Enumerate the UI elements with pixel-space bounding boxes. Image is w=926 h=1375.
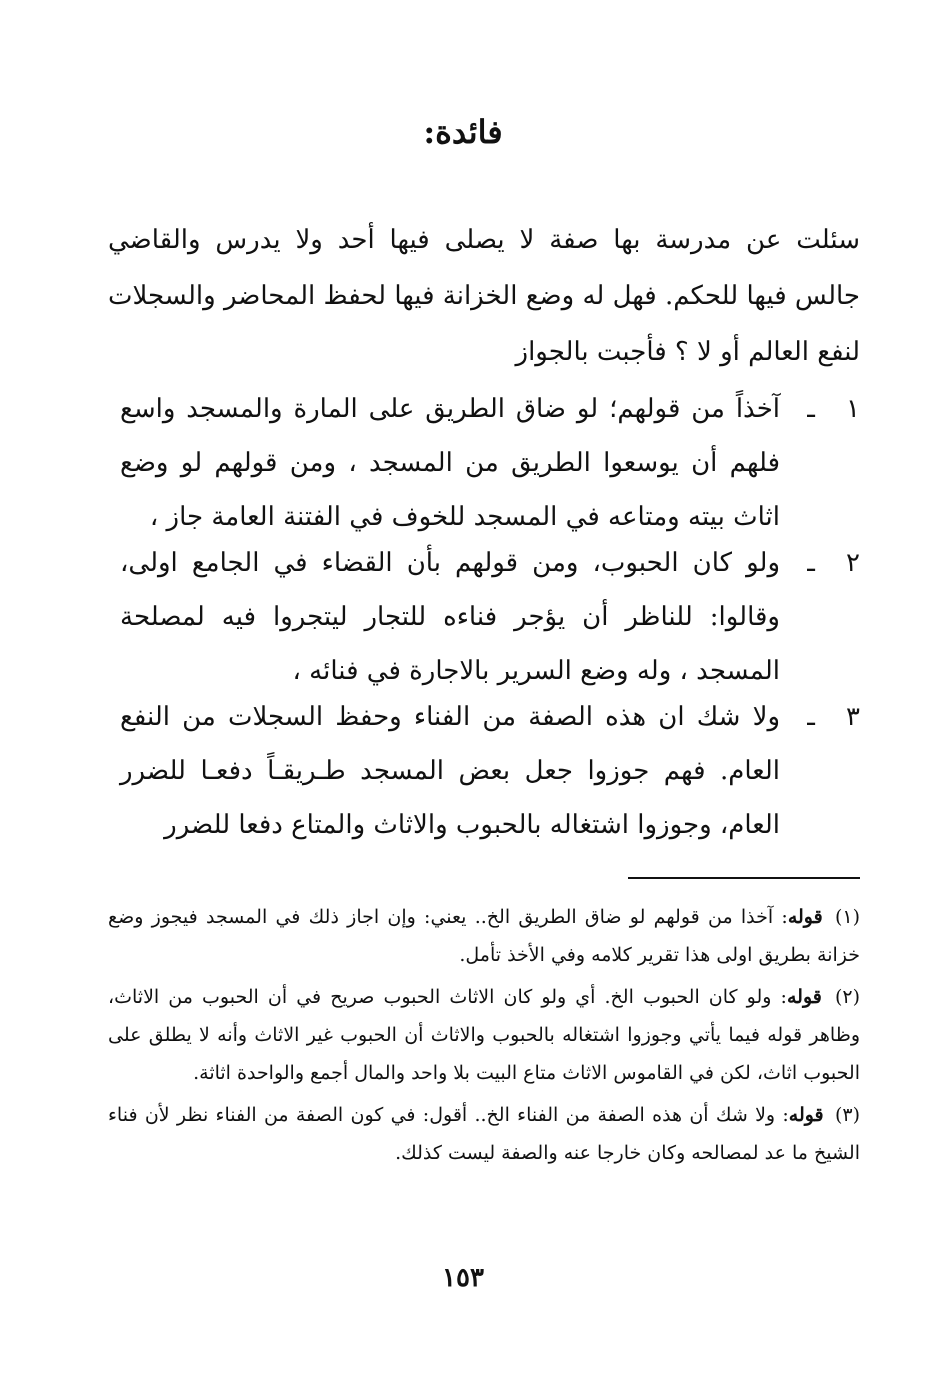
item-number: ٢ xyxy=(846,548,860,578)
item-number: ٣ xyxy=(846,702,860,732)
page-number: ١٥٣ xyxy=(442,1263,484,1293)
footnote-number: (٣) xyxy=(834,1104,860,1126)
footnote-keyword: قوله xyxy=(788,1104,824,1126)
footnote-number: (١) xyxy=(834,906,860,928)
item-number: ١ xyxy=(846,394,860,424)
footnote-keyword: قوله xyxy=(786,986,822,1008)
footnote xyxy=(108,978,860,1092)
numbered-item xyxy=(100,382,860,542)
item-text: ولا شك ان هذه الصفة من الفناء وحفظ السجلات من النفع العام. فهم جوزوا جعل بعض المسجد طـريقـاً دفعـا للضرر العام، وجوزوا اشتغاله بالحبوب والاثاث والمتاع دفعا للضرر xyxy=(120,702,780,840)
footnote-divider xyxy=(628,877,860,879)
section-title: فائدة: xyxy=(423,113,503,151)
footnote xyxy=(108,1096,860,1172)
footnote-text: : ولا شك أن هذه الصفة من الفناء الخ.. أقول: في كون الصفة من الفناء نظر لأن فناء الشيخ ما عد لمصالحه وكان خارجا عنه والصفة ليست كذلك. xyxy=(108,1104,860,1164)
intro-paragraph: سئلت عن مدرسة بها صفة لا يصلى فيها أحد ولا يدرس والقاضي جالس فيها للحكم. فهل له وضع الخزانة فيها لحفظ المحاضر والسجلات لنفع العالم أو لا ؟ فأجبت بالجواز xyxy=(108,225,861,367)
item-dash: ـ xyxy=(807,394,815,424)
numbered-item xyxy=(100,690,860,860)
item-dash: ـ xyxy=(807,702,815,732)
footnote-keyword: قوله xyxy=(787,906,823,928)
footnote-text: : ولو كان الحبوب الخ. أي ولو كان الاثاث الحبوب صريح في أن الحبوب من الاثاث، وظاهر قوله فيما يأتي وجوزوا اشتغاله بالحبوب والاثاث أن الحبوب غير الاثاث وأنه لا يطلق على الحبوب اثاث، لكن في القاموس الاثاث متاع البيت بلا واحد والمال أجمع والواحدة اثاثة. xyxy=(108,986,860,1084)
footnote xyxy=(108,898,860,974)
numbered-item xyxy=(100,536,860,696)
item-dash: ـ xyxy=(807,548,815,578)
item-text: آخذاً من قولهم؛ لو ضاق الطريق على المارة والمسجد واسع فلهم أن يوسعوا الطريق من المسجد ، ومن قولهم لو وضع اثاث بيته ومتاعه في المسجد للخوف في الفتنة العامة جاز ، xyxy=(120,394,780,532)
item-text: ولو كان الحبوب، ومن قولهم بأن القضاء في الجامع اولى، وقالوا: للناظر أن يؤجر فناءه للتجار ليتجروا فيه لمصلحة المسجد ، وله وضع السرير بالاجارة في فنائه ، xyxy=(120,548,780,686)
footnote-number: (٢) xyxy=(834,986,860,1008)
footnotes xyxy=(108,898,860,1176)
footnote-text: : آخذا من قولهم لو ضاق الطريق الخ.. يعني: وإن اجاز ذلك في المسجد فيجوز وضع خزانة بطريق اولى هذا تقرير كلامه وفي الأخذ تأمل. xyxy=(108,906,860,966)
